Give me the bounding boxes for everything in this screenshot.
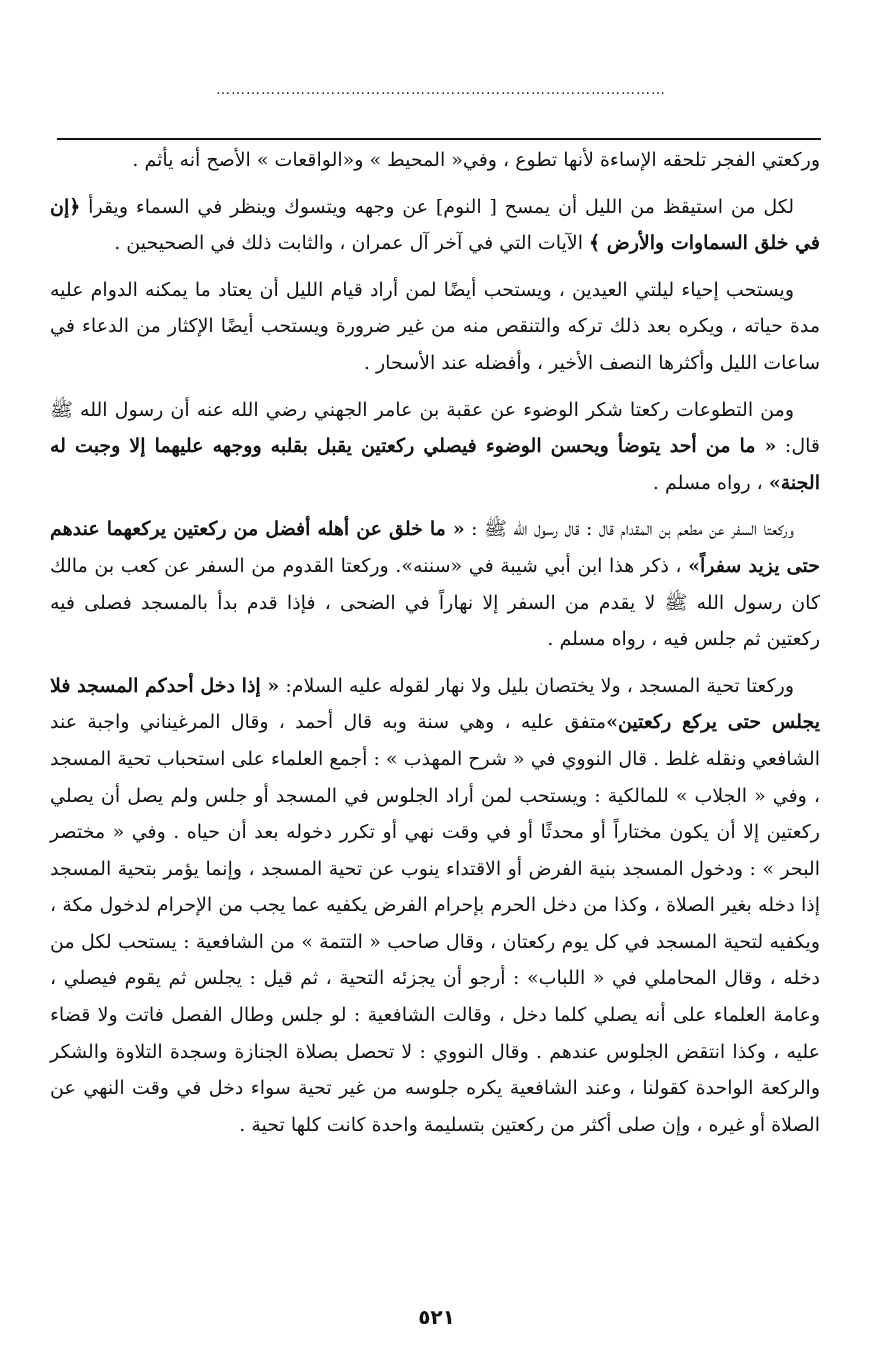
paragraph-text: ، رواه مسلم . — [652, 471, 769, 494]
paragraph-text: الآيات التي في آخر آل عمران ، والثابت ذلك في الصحيحين . — [114, 232, 590, 255]
dotted-leader: ……………………………………………………………………………… — [216, 82, 666, 98]
quran-quote: ﴿إن في خلق السماوات والأرض ﴾ — [50, 195, 820, 255]
paragraph-text: متفق عليه ، وهي سنة وبه قال أحمد ، وقال المرغيناني واجبة عند الشافعي ونقله غلط . قال النووي في « شرح المهذب » : أجمع العلماء على استحباب تحية المسجد ، وفي « الجلاب » للمالكية : ويستحب لمن أراد الجلوس في المسجد أو جلس ولم يصل أن يصلي ركعتين إلا أن يكون مختاراً أو محدثًا أو في وقت نهي أو تكرر دخوله بعد أن حياه . وفي « مختصر البحر » : ودخول المسجد بنية الفرض أو الاقتداء ينوب عن تحية المسجد ، وإنما يؤمر بتحية المسجد إذا دخله بغير الصلاة ، وكذا من دخل الحرم بإحرام الفرض يكفيه عما يجب من الإحرام لدخول مكة ، ويكفيه لتحية المسجد في كل يوم ركعتان ، وقال صاحب « التتمة » من الشافعية : يستحب لكل من دخله ، وقال المحاملي في « اللباب» : أرجو أن يجزئه التحية ، ثم قيل : يجلس ثم يقوم فيصلي ، وعامة العلماء على أنه يصلي كلما دخل ، وقالت الشافعية : لو جلس وطال الفصل فاتت ولا قضاء عليه ، وكذا انتقض الجلوس عندهم . وقال النووي : لا تحصل بصلاة الجنازة وسجدة التلاوة والشكر والركعة الواحدة كقولنا ، وعند الشافعية يكره جلوسه من غير تحية سواء دخل في وقت النهي عن الصلاة أو غيره ، وإن صلى أكثر من ركعتين بتسليمة واحدة كانت كلها تحية . — [50, 711, 820, 1136]
page-body — [50, 142, 820, 1153]
hadith-quote: « ما خلق عن أهله أفضل من ركعتين يركعهما عندهم حتى يزيد سفراً» — [50, 518, 820, 577]
paragraph-wudu-rakaat — [50, 392, 820, 502]
paragraph-tahiyyat-masjid — [50, 668, 820, 1144]
paragraph-fajr-continuation — [50, 142, 820, 179]
paragraph-night-waking — [50, 189, 820, 262]
paragraph-text: ، ذكر هذا ابن أبي شيبة في «سننه». وركعتا القدوم من السفر عن كعب بن مالك كان رسول الله ﷺ لا يقدم من السفر إلا نهاراً في الضحى ، فإذا قدم بدأ بالمسجد فصلى فيه ركعتين ثم جلس فيه ، رواه مسلم . — [50, 554, 820, 651]
paragraph-text: ومن التطوعات ركعتا شكر الوضوء عن عقبة بن عامر الجهني رضي الله عنه أن رسول الله ﷺ قال: — [50, 398, 820, 458]
paragraph-travel-rakaat — [50, 511, 820, 657]
paragraph-text: لكل من استيقظ من الليل أن يمسح [ النوم] عن وجهه ويتسوك وينظر في السماء ويقرأ — [80, 195, 794, 218]
paragraph-text: وركعتا تحية المسجد ، ولا يختصان بليل ولا نهار لقوله عليه السلام: — [279, 674, 794, 697]
paragraph-eid-nights — [50, 272, 820, 382]
paragraph-text: ويستحب إحياء ليلتي العيدين ، ويستحب أيضًا لمن أراد قيام الليل أن يعتاد ما يمكنه الدوام عليه مدة حياته ، ويكره بعد ذلك تركه والتنقص منه من غير ضرورة ويستحب أيضًا الإكثار من الدعاء في ساعات الليل وأكثرها النصف الأخير ، وأفضله عند الأسحار . — [50, 278, 820, 374]
hadith-quote: « إذا دخل أحدكم المسجد فلا يجلس حتى يركع ركعتين» — [50, 674, 820, 734]
paragraph-text: وركعتي الفجر تلحقه الإساءة لأنها تطوع ، وفي« المحيط » و«الواقعات » الأصح أنه يأثم . — [132, 149, 820, 171]
page-number: ٥٢١ — [418, 1305, 455, 1329]
header-rule — [57, 138, 821, 140]
hadith-quote: « ما من أحد يتوضأ ويحسن الوضوء فيصلي ركعتين يقبل بقلبه ووجهه عليهما إلا وجبت له الجنة» — [50, 435, 820, 494]
paragraph-text: وركعتا السفر عن مطعم بن المقدام قال : قال رسول الله ﷺ : — [464, 518, 794, 541]
